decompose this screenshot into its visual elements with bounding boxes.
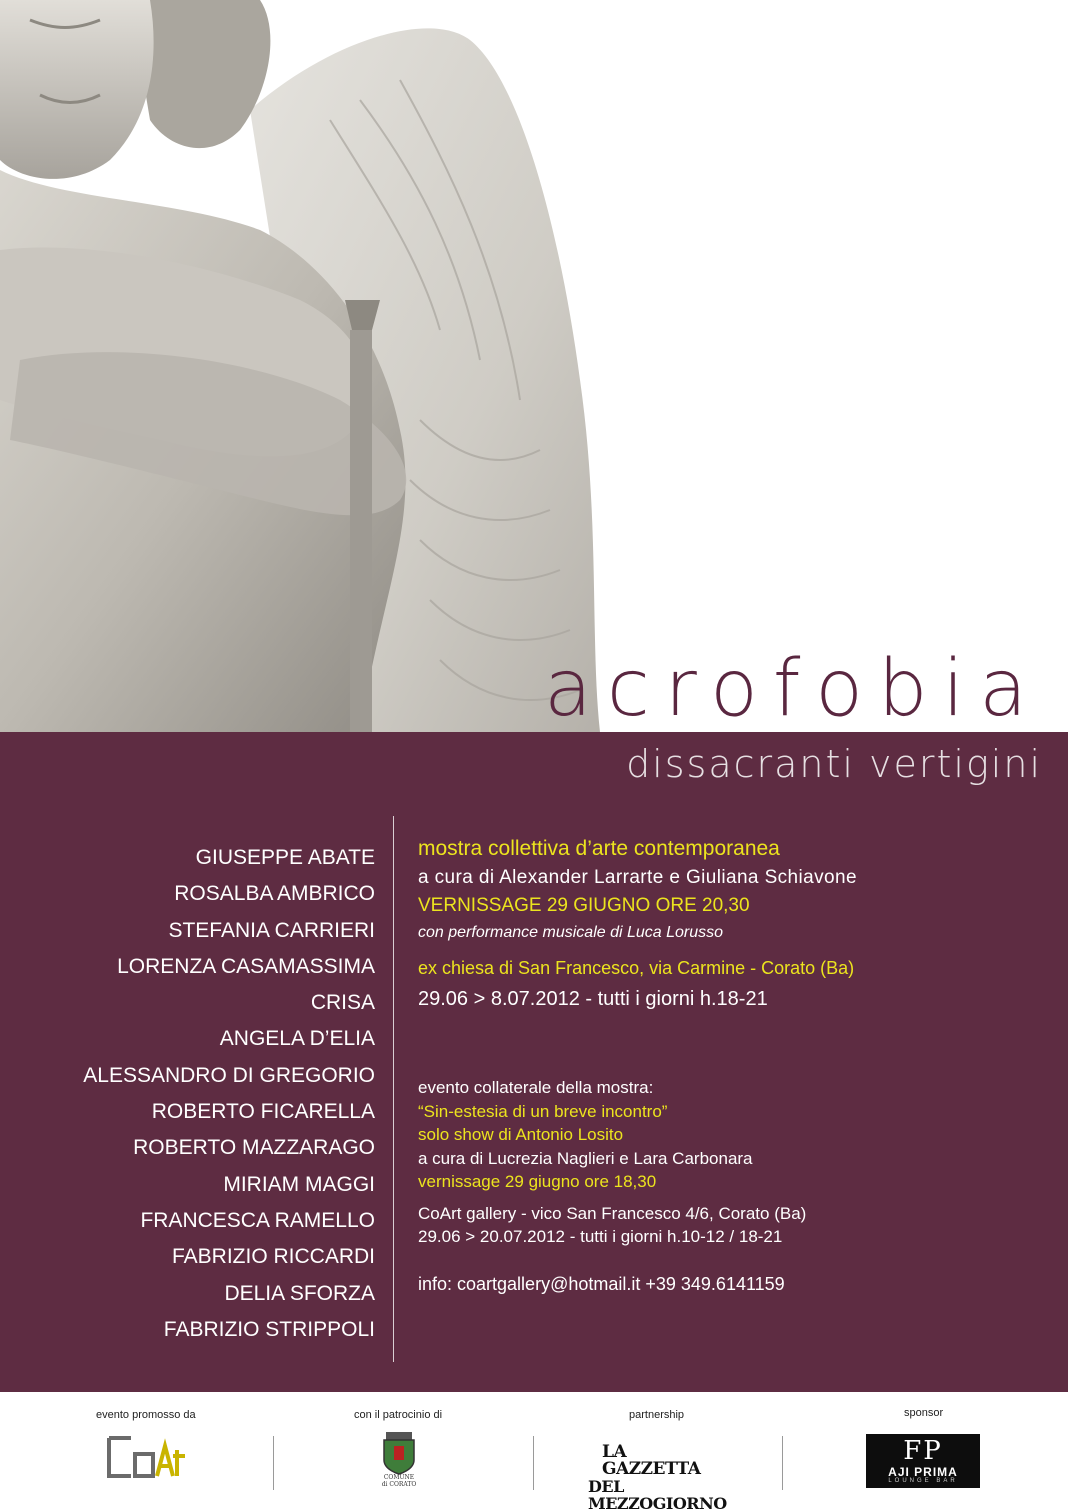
spacer (418, 1194, 1048, 1202)
collateral-curators: a cura di Lucrezia Naglieri e Lara Carbonara (418, 1148, 753, 1168)
exhibition-heading: mostra collettiva d’arte contemporanea (418, 837, 780, 860)
artist-name: DELIA SFORZA (224, 1281, 375, 1305)
artist-name: STEFANIA CARRIERI (168, 918, 375, 942)
comune-name (378, 1474, 420, 1488)
patronage-label: con il patrocinio di (354, 1409, 443, 1421)
exhibition-venue: ex chiesa di San Francesco, via Carmine - Corato (Ba) (418, 958, 855, 978)
column-divider (393, 816, 394, 1362)
collateral-dates: 29.06 > 20.07.2012 - tutti i giorni h.10-12 / 18-21 (418, 1227, 783, 1246)
artist-name: ALESSANDRO DI GREGORIO (83, 1063, 375, 1087)
artist-name: ANGELA D’ELIA (219, 1027, 375, 1051)
info-panel (0, 732, 1068, 1392)
artist-name: ROSALBA AMBRICO (174, 882, 375, 906)
aprima-subtitle: LOUNGE BAR (888, 1478, 958, 1484)
hero-image-area (0, 0, 1068, 732)
collateral-venue: CoArt gallery - vico San Francesco 4/6, Corato (Ba) (418, 1203, 807, 1223)
artist-list (83, 840, 375, 1348)
footer-divider (533, 1436, 534, 1490)
collateral-show-title: “Sin-estesia di un breve incontro” (418, 1101, 668, 1121)
poster-subtitle: dissacranti vertigini (626, 742, 1042, 786)
sponsor-footer (0, 1392, 1068, 1511)
artist-name: MIRIAM MAGGI (223, 1172, 375, 1196)
aprima-logo (866, 1434, 980, 1488)
promoted-by-label: evento promosso da (96, 1409, 196, 1421)
comune-line2: di CORATO (381, 1481, 417, 1488)
comune-line1: COMUNE (383, 1474, 415, 1481)
poster-title: acrofobia (544, 644, 1042, 732)
sponsor-label: sponsor (904, 1407, 944, 1419)
gazzetta-line1: LA GAZZETTA (602, 1442, 701, 1479)
gazzetta-line2: DEL MEZZOGIORNO (588, 1477, 727, 1511)
gazzetta-logo (588, 1442, 728, 1511)
exhibition-vernissage: VERNISSAGE 29 GIUGNO ORE 20,30 (418, 895, 750, 916)
artist-name: FRANCESCA RAMELLO (140, 1208, 375, 1232)
artist-name: GIUSEPPE ABATE (195, 846, 375, 869)
exhibition-dates: 29.06 > 8.07.2012 - tutti i giorni h.18-21 (418, 988, 768, 1010)
exhibition-performance: con performance musicale di Luca Lorusso (418, 924, 724, 941)
artist-name: LORENZA CASAMASSIMA (117, 954, 375, 978)
aprima-monogram: FP (903, 1436, 943, 1466)
partnership-label: partnership (629, 1409, 685, 1421)
artist-name: CRISA (310, 991, 375, 1015)
coart-logo (107, 1436, 189, 1478)
exhibition-info (418, 837, 1048, 1018)
artist-name: FABRIZIO RICCARDI (171, 1245, 375, 1269)
comune-crest-logo (378, 1430, 420, 1490)
contact-info: info: coartgallery@hotmail.it +39 349.6141159 (418, 1273, 785, 1294)
artist-name: ROBERTO FICARELLA (151, 1100, 375, 1124)
footer-divider (782, 1436, 783, 1490)
exhibition-curators: a cura di Alexander Larrarte e Giuliana Schiavone (418, 867, 857, 888)
aprima-name: AJI PRIMA (888, 1465, 958, 1479)
angel-statue-image (0, 0, 640, 732)
collateral-event (418, 1076, 1048, 1296)
artist-name: ROBERTO MAZZARAGO (133, 1136, 375, 1160)
footer-divider (273, 1436, 274, 1490)
collateral-solo-show: solo show di Antonio Losito (418, 1125, 624, 1144)
collateral-intro: evento collaterale della mostra: (418, 1078, 654, 1097)
artist-name: FABRIZIO STRIPPOLI (163, 1317, 375, 1341)
collateral-vernissage: vernissage 29 giugno ore 18,30 (418, 1172, 657, 1191)
